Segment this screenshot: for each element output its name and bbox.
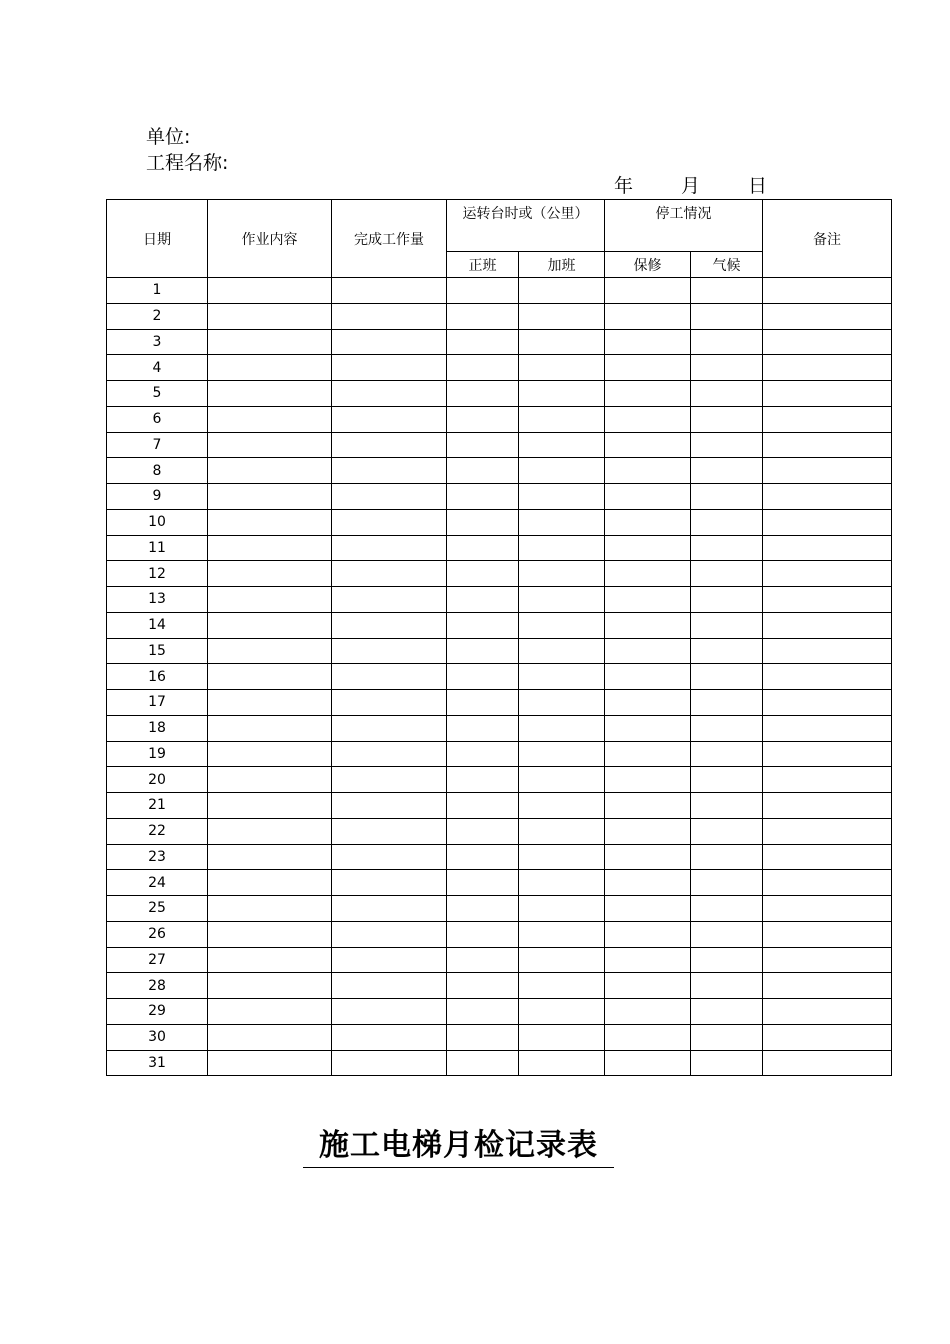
remarks-cell[interactable]: [763, 793, 892, 819]
work-done-cell[interactable]: [332, 741, 447, 767]
unit-label: 单位:: [146, 126, 191, 148]
overtime-cell[interactable]: [519, 844, 605, 870]
header-maintenance: 保修: [605, 252, 691, 278]
regular-shift-cell[interactable]: [447, 612, 519, 638]
day-cell: 31: [107, 1050, 208, 1076]
header-stoppage: 停工情况: [605, 200, 763, 252]
table-row: [107, 561, 892, 587]
weather-cell[interactable]: [691, 767, 763, 793]
work-content-cell[interactable]: [208, 664, 332, 690]
work-content-cell[interactable]: [208, 844, 332, 870]
header-remarks: 备注: [763, 200, 892, 278]
weather-cell[interactable]: [691, 329, 763, 355]
day-cell: 11: [107, 535, 208, 561]
maintenance-cell[interactable]: [605, 793, 691, 819]
work-content-cell[interactable]: [208, 535, 332, 561]
work-done-cell[interactable]: [332, 355, 447, 381]
work-content-cell[interactable]: [208, 767, 332, 793]
table-row: [107, 818, 892, 844]
remarks-cell[interactable]: [763, 1050, 892, 1076]
remarks-cell[interactable]: [763, 921, 892, 947]
work-done-cell[interactable]: [332, 561, 447, 587]
regular-shift-cell[interactable]: [447, 793, 519, 819]
work-content-cell[interactable]: [208, 1024, 332, 1050]
table-row: [107, 793, 892, 819]
maintenance-cell[interactable]: [605, 767, 691, 793]
day-cell: 1: [107, 278, 208, 304]
maintenance-cell[interactable]: [605, 715, 691, 741]
overtime-cell[interactable]: [519, 896, 605, 922]
maintenance-cell[interactable]: [605, 329, 691, 355]
overtime-cell[interactable]: [519, 973, 605, 999]
table-row: [107, 947, 892, 973]
regular-shift-cell[interactable]: [447, 303, 519, 329]
regular-shift-cell[interactable]: [447, 1024, 519, 1050]
work-done-cell[interactable]: [332, 844, 447, 870]
header-date: 日期: [107, 200, 208, 278]
remarks-cell[interactable]: [763, 870, 892, 896]
table-row: [107, 381, 892, 407]
work-content-cell[interactable]: [208, 432, 332, 458]
work-content-cell[interactable]: [208, 690, 332, 716]
remarks-cell[interactable]: [763, 690, 892, 716]
remarks-cell[interactable]: [763, 715, 892, 741]
regular-shift-cell[interactable]: [447, 509, 519, 535]
work-content-cell[interactable]: [208, 561, 332, 587]
day-cell: 21: [107, 793, 208, 819]
table-row: [107, 329, 892, 355]
work-content-cell[interactable]: [208, 947, 332, 973]
remarks-cell[interactable]: [763, 535, 892, 561]
table-row: [107, 870, 892, 896]
work-done-cell[interactable]: [332, 587, 447, 613]
overtime-cell[interactable]: [519, 690, 605, 716]
day-cell: 10: [107, 509, 208, 535]
weather-cell[interactable]: [691, 484, 763, 510]
remarks-cell[interactable]: [763, 947, 892, 973]
work-content-cell[interactable]: [208, 793, 332, 819]
work-content-cell[interactable]: [208, 638, 332, 664]
work-done-cell[interactable]: [332, 509, 447, 535]
maintenance-cell[interactable]: [605, 741, 691, 767]
maintenance-cell[interactable]: [605, 664, 691, 690]
work-done-cell[interactable]: [332, 896, 447, 922]
overtime-cell[interactable]: [519, 870, 605, 896]
day-cell: 29: [107, 999, 208, 1025]
work-done-cell[interactable]: [332, 715, 447, 741]
weather-cell[interactable]: [691, 999, 763, 1025]
overtime-cell[interactable]: [519, 947, 605, 973]
overtime-cell[interactable]: [519, 381, 605, 407]
overtime-cell[interactable]: [519, 509, 605, 535]
work-done-cell[interactable]: [332, 947, 447, 973]
table-row: [107, 278, 892, 304]
weather-cell[interactable]: [691, 664, 763, 690]
work-content-cell[interactable]: [208, 715, 332, 741]
work-content-cell[interactable]: [208, 921, 332, 947]
overtime-cell[interactable]: [519, 329, 605, 355]
maintenance-cell[interactable]: [605, 947, 691, 973]
work-done-cell[interactable]: [332, 870, 447, 896]
weather-cell[interactable]: [691, 509, 763, 535]
table-row: [107, 535, 892, 561]
remarks-cell[interactable]: [763, 896, 892, 922]
day-cell: 30: [107, 1024, 208, 1050]
day-cell: 7: [107, 432, 208, 458]
day-cell: 20: [107, 767, 208, 793]
remarks-cell[interactable]: [763, 484, 892, 510]
regular-shift-cell[interactable]: [447, 432, 519, 458]
work-content-cell[interactable]: [208, 278, 332, 304]
weather-cell[interactable]: [691, 406, 763, 432]
work-content-cell[interactable]: [208, 406, 332, 432]
day-cell: 4: [107, 355, 208, 381]
overtime-cell[interactable]: [519, 406, 605, 432]
weather-cell[interactable]: [691, 432, 763, 458]
table-row: [107, 715, 892, 741]
maintenance-cell[interactable]: [605, 638, 691, 664]
remarks-cell[interactable]: [763, 303, 892, 329]
regular-shift-cell[interactable]: [447, 715, 519, 741]
overtime-cell[interactable]: [519, 921, 605, 947]
table-row: [107, 432, 892, 458]
maintenance-cell[interactable]: [605, 587, 691, 613]
remarks-cell[interactable]: [763, 432, 892, 458]
table-row: [107, 638, 892, 664]
work-done-cell[interactable]: [332, 458, 447, 484]
table-row: [107, 1050, 892, 1076]
work-done-cell[interactable]: [332, 329, 447, 355]
remarks-cell[interactable]: [763, 406, 892, 432]
date-year-label: 年: [614, 175, 634, 197]
work-content-cell[interactable]: [208, 870, 332, 896]
regular-shift-cell[interactable]: [447, 484, 519, 510]
overtime-cell[interactable]: [519, 355, 605, 381]
regular-shift-cell[interactable]: [447, 406, 519, 432]
maintenance-cell[interactable]: [605, 381, 691, 407]
regular-shift-cell[interactable]: [447, 870, 519, 896]
overtime-cell[interactable]: [519, 664, 605, 690]
remarks-cell[interactable]: [763, 278, 892, 304]
table-row: [107, 509, 892, 535]
regular-shift-cell[interactable]: [447, 767, 519, 793]
regular-shift-cell[interactable]: [447, 818, 519, 844]
overtime-cell[interactable]: [519, 458, 605, 484]
weather-cell[interactable]: [691, 690, 763, 716]
maintenance-cell[interactable]: [605, 612, 691, 638]
regular-shift-cell[interactable]: [447, 973, 519, 999]
table-row: [107, 664, 892, 690]
day-cell: 13: [107, 587, 208, 613]
table-row: [107, 690, 892, 716]
work-content-cell[interactable]: [208, 896, 332, 922]
day-cell: 5: [107, 381, 208, 407]
project-name-label: 工程名称:: [146, 152, 229, 174]
regular-shift-cell[interactable]: [447, 921, 519, 947]
work-done-cell[interactable]: [332, 818, 447, 844]
remarks-cell[interactable]: [763, 844, 892, 870]
work-done-cell[interactable]: [332, 1050, 447, 1076]
remarks-cell[interactable]: [763, 999, 892, 1025]
work-content-cell[interactable]: [208, 999, 332, 1025]
work-content-cell[interactable]: [208, 458, 332, 484]
regular-shift-cell[interactable]: [447, 664, 519, 690]
work-content-cell[interactable]: [208, 973, 332, 999]
day-cell: 24: [107, 870, 208, 896]
table-row: [107, 1024, 892, 1050]
work-content-cell[interactable]: [208, 303, 332, 329]
overtime-cell[interactable]: [519, 767, 605, 793]
weather-cell[interactable]: [691, 921, 763, 947]
table-row: [107, 896, 892, 922]
work-content-cell[interactable]: [208, 741, 332, 767]
remarks-cell[interactable]: [763, 818, 892, 844]
weather-cell[interactable]: [691, 870, 763, 896]
header-weather: 气候: [691, 252, 763, 278]
day-cell: 19: [107, 741, 208, 767]
maintenance-cell[interactable]: [605, 844, 691, 870]
work-done-cell[interactable]: [332, 278, 447, 304]
work-done-cell[interactable]: [332, 690, 447, 716]
day-cell: 18: [107, 715, 208, 741]
work-content-cell[interactable]: [208, 381, 332, 407]
weather-cell[interactable]: [691, 715, 763, 741]
work-content-cell[interactable]: [208, 329, 332, 355]
maintenance-cell[interactable]: [605, 1050, 691, 1076]
day-cell: 14: [107, 612, 208, 638]
regular-shift-cell[interactable]: [447, 999, 519, 1025]
table-row: [107, 303, 892, 329]
maintenance-cell[interactable]: [605, 561, 691, 587]
title-block: [283, 1126, 634, 1168]
maintenance-cell[interactable]: [605, 896, 691, 922]
remarks-cell[interactable]: [763, 741, 892, 767]
maintenance-cell[interactable]: [605, 973, 691, 999]
work-done-cell[interactable]: [332, 664, 447, 690]
table-row: [107, 921, 892, 947]
maintenance-cell[interactable]: [605, 1024, 691, 1050]
day-cell: 28: [107, 973, 208, 999]
overtime-cell[interactable]: [519, 818, 605, 844]
maintenance-cell[interactable]: [605, 278, 691, 304]
regular-shift-cell[interactable]: [447, 278, 519, 304]
overtime-cell[interactable]: [519, 1024, 605, 1050]
table-row: [107, 999, 892, 1025]
remarks-cell[interactable]: [763, 1024, 892, 1050]
header-overtime: 加班: [519, 252, 605, 278]
work-done-cell[interactable]: [332, 973, 447, 999]
regular-shift-cell[interactable]: [447, 896, 519, 922]
regular-shift-cell[interactable]: [447, 587, 519, 613]
work-done-cell[interactable]: [332, 406, 447, 432]
day-cell: 8: [107, 458, 208, 484]
regular-shift-cell[interactable]: [447, 690, 519, 716]
work-done-cell[interactable]: [332, 767, 447, 793]
day-cell: 16: [107, 664, 208, 690]
overtime-cell[interactable]: [519, 793, 605, 819]
remarks-cell[interactable]: [763, 587, 892, 613]
work-content-cell[interactable]: [208, 355, 332, 381]
weather-cell[interactable]: [691, 381, 763, 407]
monthly-inspection-table: [106, 199, 892, 1076]
table-row: [107, 355, 892, 381]
weather-cell[interactable]: [691, 1050, 763, 1076]
table-row: [107, 844, 892, 870]
date-day-label: 日: [748, 175, 768, 197]
header-work-content: 作业内容: [208, 200, 332, 278]
regular-shift-cell[interactable]: [447, 638, 519, 664]
weather-cell[interactable]: [691, 793, 763, 819]
day-cell: 9: [107, 484, 208, 510]
remarks-cell[interactable]: [763, 458, 892, 484]
table-row: [107, 458, 892, 484]
remarks-cell[interactable]: [763, 561, 892, 587]
weather-cell[interactable]: [691, 355, 763, 381]
maintenance-cell[interactable]: [605, 999, 691, 1025]
remarks-cell[interactable]: [763, 664, 892, 690]
day-cell: 27: [107, 947, 208, 973]
header-work-done: 完成工作量: [332, 200, 447, 278]
overtime-cell[interactable]: [519, 638, 605, 664]
weather-cell[interactable]: [691, 896, 763, 922]
work-done-cell[interactable]: [332, 432, 447, 458]
remarks-cell[interactable]: [763, 329, 892, 355]
remarks-cell[interactable]: [763, 381, 892, 407]
document-title: 施工电梯月检记录表: [303, 1126, 614, 1168]
header-run-hours: 运转台时或（公里）: [447, 200, 605, 252]
maintenance-cell[interactable]: [605, 406, 691, 432]
table-row: [107, 767, 892, 793]
weather-cell[interactable]: [691, 612, 763, 638]
day-cell: 26: [107, 921, 208, 947]
regular-shift-cell[interactable]: [447, 535, 519, 561]
work-content-cell[interactable]: [208, 484, 332, 510]
work-content-cell[interactable]: [208, 587, 332, 613]
weather-cell[interactable]: [691, 1024, 763, 1050]
table-row: [107, 973, 892, 999]
regular-shift-cell[interactable]: [447, 561, 519, 587]
day-cell: 23: [107, 844, 208, 870]
work-content-cell[interactable]: [208, 818, 332, 844]
overtime-cell[interactable]: [519, 1050, 605, 1076]
work-done-cell[interactable]: [332, 535, 447, 561]
maintenance-cell[interactable]: [605, 458, 691, 484]
weather-cell[interactable]: [691, 741, 763, 767]
overtime-cell[interactable]: [519, 612, 605, 638]
regular-shift-cell[interactable]: [447, 947, 519, 973]
overtime-cell[interactable]: [519, 561, 605, 587]
weather-cell[interactable]: [691, 535, 763, 561]
table-row: [107, 612, 892, 638]
maintenance-cell[interactable]: [605, 484, 691, 510]
regular-shift-cell[interactable]: [447, 329, 519, 355]
regular-shift-cell[interactable]: [447, 844, 519, 870]
maintenance-cell[interactable]: [605, 355, 691, 381]
day-cell: 17: [107, 690, 208, 716]
overtime-cell[interactable]: [519, 278, 605, 304]
remarks-cell[interactable]: [763, 973, 892, 999]
regular-shift-cell[interactable]: [447, 1050, 519, 1076]
table-row: [107, 484, 892, 510]
regular-shift-cell[interactable]: [447, 381, 519, 407]
weather-cell[interactable]: [691, 458, 763, 484]
work-content-cell[interactable]: [208, 509, 332, 535]
overtime-cell[interactable]: [519, 587, 605, 613]
overtime-cell[interactable]: [519, 432, 605, 458]
day-cell: 25: [107, 896, 208, 922]
maintenance-cell[interactable]: [605, 870, 691, 896]
remarks-cell[interactable]: [763, 638, 892, 664]
work-done-cell[interactable]: [332, 303, 447, 329]
work-done-cell[interactable]: [332, 921, 447, 947]
overtime-cell[interactable]: [519, 715, 605, 741]
date-month-label: 月: [681, 175, 701, 197]
maintenance-cell[interactable]: [605, 818, 691, 844]
work-done-cell[interactable]: [332, 1024, 447, 1050]
overtime-cell[interactable]: [519, 484, 605, 510]
weather-cell[interactable]: [691, 587, 763, 613]
maintenance-cell[interactable]: [605, 921, 691, 947]
table-row: [107, 587, 892, 613]
weather-cell[interactable]: [691, 278, 763, 304]
work-done-cell[interactable]: [332, 612, 447, 638]
day-cell: 15: [107, 638, 208, 664]
remarks-cell[interactable]: [763, 355, 892, 381]
work-done-cell[interactable]: [332, 381, 447, 407]
work-done-cell[interactable]: [332, 793, 447, 819]
day-cell: 22: [107, 818, 208, 844]
overtime-cell[interactable]: [519, 999, 605, 1025]
table-row: [107, 406, 892, 432]
weather-cell[interactable]: [691, 844, 763, 870]
overtime-cell[interactable]: [519, 303, 605, 329]
day-cell: 6: [107, 406, 208, 432]
header-regular-shift: 正班: [447, 252, 519, 278]
regular-shift-cell[interactable]: [447, 741, 519, 767]
weather-cell[interactable]: [691, 818, 763, 844]
work-done-cell[interactable]: [332, 999, 447, 1025]
day-cell: 2: [107, 303, 208, 329]
remarks-cell[interactable]: [763, 612, 892, 638]
overtime-cell[interactable]: [519, 535, 605, 561]
weather-cell[interactable]: [691, 973, 763, 999]
day-cell: 3: [107, 329, 208, 355]
weather-cell[interactable]: [691, 947, 763, 973]
regular-shift-cell[interactable]: [447, 355, 519, 381]
regular-shift-cell[interactable]: [447, 458, 519, 484]
work-done-cell[interactable]: [332, 484, 447, 510]
work-content-cell[interactable]: [208, 612, 332, 638]
remarks-cell[interactable]: [763, 509, 892, 535]
weather-cell[interactable]: [691, 561, 763, 587]
maintenance-cell[interactable]: [605, 303, 691, 329]
work-done-cell[interactable]: [332, 638, 447, 664]
maintenance-cell[interactable]: [605, 535, 691, 561]
maintenance-cell[interactable]: [605, 432, 691, 458]
work-content-cell[interactable]: [208, 1050, 332, 1076]
weather-cell[interactable]: [691, 303, 763, 329]
weather-cell[interactable]: [691, 638, 763, 664]
day-cell: 12: [107, 561, 208, 587]
overtime-cell[interactable]: [519, 741, 605, 767]
remarks-cell[interactable]: [763, 767, 892, 793]
maintenance-cell[interactable]: [605, 690, 691, 716]
table-row: [107, 741, 892, 767]
maintenance-cell[interactable]: [605, 509, 691, 535]
